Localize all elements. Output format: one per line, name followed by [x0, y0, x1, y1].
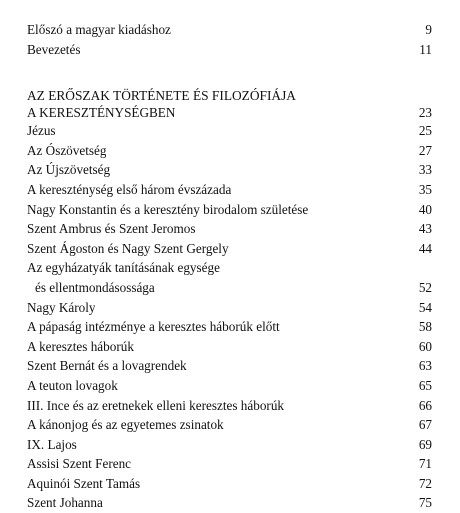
toc-entry-title: A keresztes háborúk: [27, 338, 134, 354]
toc-entry-page: 40: [418, 201, 432, 217]
toc-entry: [27, 121, 432, 141]
toc-entry-title: Az Újszövetség: [27, 162, 111, 178]
toc-entry-title-continued: és ellentmondásossága: [35, 279, 155, 295]
toc-entry: [27, 200, 432, 220]
section-heading-line1: AZ ERŐSZAK TÖRTÉNETE ÉS FILOZÓFIÁJA: [27, 88, 296, 104]
toc-entry: [27, 376, 432, 396]
toc-entry-page: 63: [418, 358, 432, 374]
toc-entry: [27, 317, 432, 337]
table-of-contents: [27, 20, 432, 513]
toc-entry-title: Nagy Károly: [27, 299, 96, 315]
toc-entry-title: Az Ószövetség: [27, 142, 107, 158]
toc-entry-page: 35: [418, 181, 432, 197]
toc-entry-page: 72: [418, 475, 432, 491]
toc-entry: [27, 180, 432, 200]
toc-entry-page: 44: [418, 240, 432, 256]
toc-entry-page: 60: [418, 338, 432, 354]
toc-entry-title: IX. Lajos: [27, 436, 77, 452]
toc-entry: [27, 356, 432, 376]
toc-entry-multiline-first: [27, 258, 432, 278]
toc-entry-page: 67: [418, 417, 432, 433]
toc-entry-page: 66: [418, 397, 432, 413]
toc-entry: [27, 474, 432, 494]
section-heading-line2: A KERESZTÉNYSÉGBEN: [27, 105, 176, 121]
toc-entry-title: Nagy Konstantin és a keresztény birodalom születése: [27, 201, 309, 217]
toc-entry-title: Előszó a magyar kiadáshoz: [27, 22, 171, 37]
toc-entry-title: A kereszténység első három évszázada: [27, 181, 232, 197]
toc-entry-page: 65: [418, 377, 432, 393]
section-spacer: [27, 59, 432, 87]
toc-entry: [27, 20, 432, 40]
toc-entry-title: Szent Bernát és a lovagrendek: [27, 358, 187, 374]
toc-entry-title: Az egyházatyák tanításának egysége: [27, 260, 220, 276]
toc-entry-page: 9: [425, 22, 432, 37]
toc-entry-page: 25: [418, 123, 432, 139]
toc-entry: [27, 493, 432, 513]
toc-entry-title: Aquinói Szent Tamás: [27, 475, 141, 491]
toc-entry: [27, 454, 432, 474]
toc-entry: [27, 435, 432, 455]
toc-entry-page: 43: [418, 221, 432, 237]
toc-entry-page: 58: [418, 319, 432, 335]
toc-entry-title: A pápaság intézménye a keresztes háborúk előtt: [27, 319, 280, 335]
toc-entry: [27, 141, 432, 161]
toc-entry: [27, 239, 432, 259]
toc-entry-title: Szent Johanna: [27, 495, 103, 511]
toc-entry: [27, 415, 432, 435]
toc-entry: [27, 40, 432, 60]
toc-entry: [27, 337, 432, 357]
toc-entry-title: Bevezetés: [27, 41, 81, 57]
toc-entry-title: Szent Ambrus és Szent Jeromos: [27, 221, 196, 237]
toc-entry-page: 27: [418, 142, 432, 158]
toc-entry: [27, 396, 432, 416]
toc-entry: [27, 298, 432, 318]
toc-entry-page: 71: [418, 456, 432, 472]
toc-entry-title: III. Ince és az eretnekek elleni keresztes háborúk: [27, 397, 285, 413]
toc-entry-page: 11: [419, 41, 432, 57]
toc-entry-title: A teuton lovagok: [27, 377, 118, 393]
section-heading-page: 23: [418, 105, 432, 121]
toc-entry-title: Jézus: [27, 123, 56, 139]
toc-entry-page: 54: [418, 299, 432, 315]
toc-entry: [27, 219, 432, 239]
toc-entry-page: 69: [418, 436, 432, 452]
section-heading-row: [27, 104, 432, 121]
toc-entry-multiline-second: [27, 278, 432, 298]
toc-entry-title: Szent Ágoston és Nagy Szent Gergely: [27, 240, 229, 256]
toc-entry-page: 52: [418, 279, 432, 295]
toc-entry: [27, 160, 432, 180]
toc-entry-title: Assisi Szent Ferenc: [27, 456, 132, 472]
toc-entry-page: 75: [418, 495, 432, 511]
toc-entry-title: A kánonjog és az egyetemes zsinatok: [27, 417, 224, 433]
toc-entry-page: 33: [418, 162, 432, 178]
